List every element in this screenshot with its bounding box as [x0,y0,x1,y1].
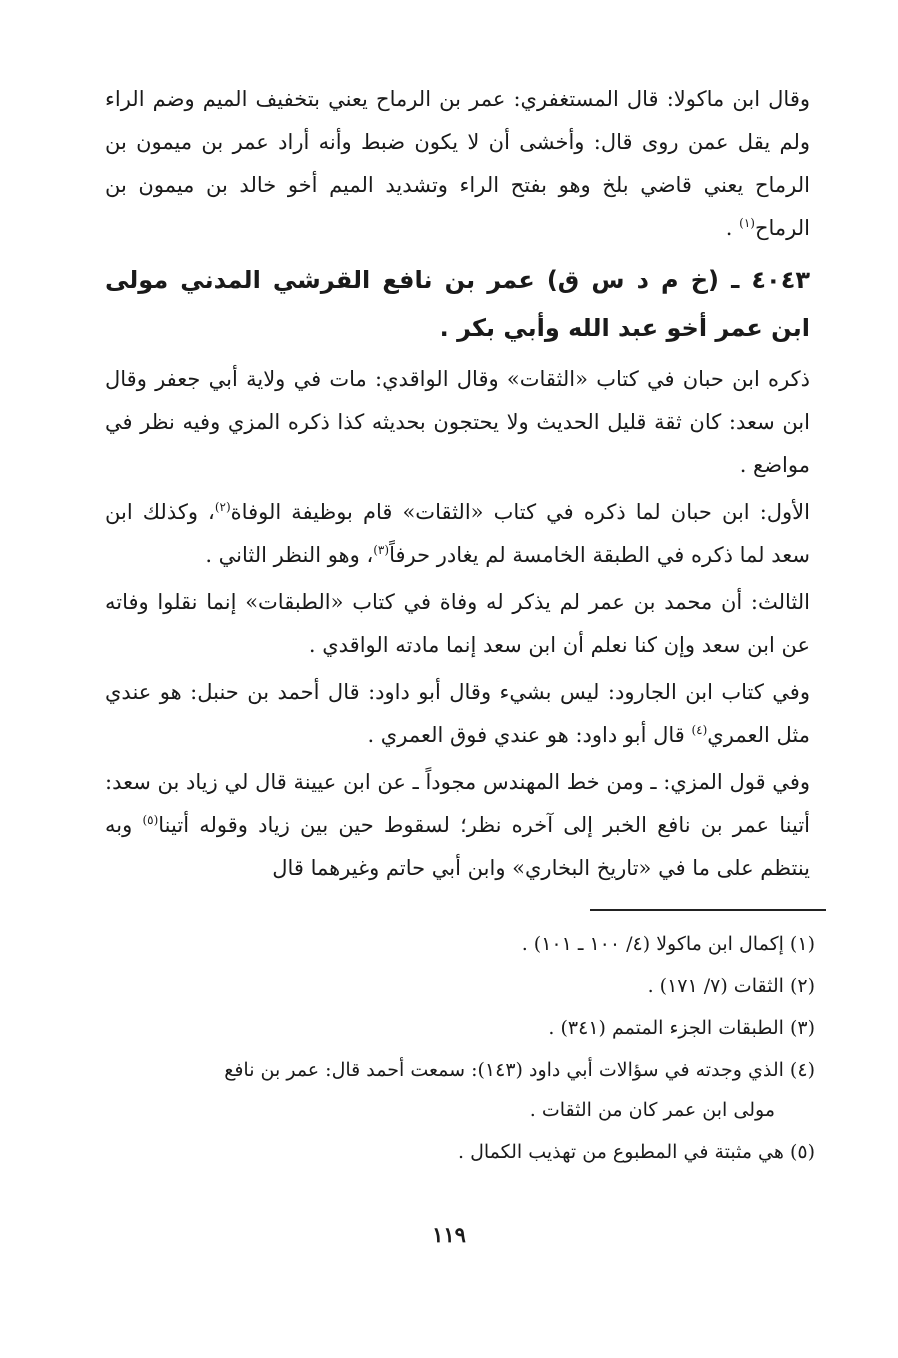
footnote-5: (٥) هي مثبتة في المطبوع من تهذيب الكمال . [457,1141,815,1163]
footnote-4 [105,1050,815,1130]
paragraph-first-point [105,491,810,577]
main-text [105,78,810,894]
footnote-4-line-1: (٤) الذي وجدته في سؤالات أبي داود (١٤٣): سمعت أحمد قال: عمر بن نافع [224,1059,815,1081]
footnote-4-line-2: مولى ابن عمر كان من الثقات . [529,1099,775,1121]
entry-heading: ٤٠٤٣ ـ (خ م د س ق) عمر بن نافع القرشي المدني مولى ابن عمر أخو عبد الله وأبي بكر . [105,266,810,342]
footnote-ref-1[interactable]: (١) [739,216,755,230]
paragraph-text: وفي كتاب ابن الجارود: ليس بشيء وقال أبو داود: قال أحمد بن حنبل: هو عندي مثل العمري [105,680,810,747]
footnote-1: (١) إكمال ابن ماكولا (٤/ ١٠٠ ـ ١٠١) . [521,933,815,955]
paragraph-text: ، وكذلك ابن سعد لما ذكره في الطبقة الخامسة لم يغادر حرفاً [105,500,810,567]
paragraph-text: الأول: ابن حبان لما ذكره في كتاب «الثقات» قام بوظيفة الوفاة [230,500,810,524]
paragraph-entry-intro [105,358,810,487]
paragraph-intro [105,78,810,250]
paragraph-jarud [105,671,810,757]
page-number: ١١٩ [432,1222,466,1247]
footnote-ref-4[interactable]: (٤) [691,723,708,737]
paragraph-third-point [105,581,810,667]
footnotes [105,924,815,1174]
paragraph-text: ذكره ابن حبان في كتاب «الثقات» وقال الواقدي: مات في ولاية أبي جعفر وقال ابن سعد: كان ثقة قليل الحديث ولا يحتجون بحديثه كذا ذكره المزي وفيه نظر في مواضع . [105,367,811,477]
footnote-ref-5[interactable]: (٥) [142,813,159,827]
paragraph-text: قال أبو داود: هو عندي فوق العمري . [367,723,692,747]
footnote-2: (٢) الثقات (٧/ ١٧١) . [647,975,815,997]
paragraph-text: ، وهو النظر الثاني . [205,543,374,567]
paragraph-text: وبه ينتظم على ما في «تاريخ البخاري» وابن أبي حاتم وغيرهما قال [105,813,810,880]
footnote-3: (٣) الطبقات الجزء المتمم (٣٤١) . [548,1017,815,1039]
paragraph-text: الثالث: أن محمد بن عمر لم يذكر له وفاة في كتاب «الطبقات» إنما نقلوا وفاته عن ابن سعد وإن كنا نعلم أن ابن سعد إنما مادته الواقدي . [105,590,810,657]
footnote-ref-2[interactable]: (٢) [214,500,231,514]
paragraph-text: وفي قول المزي: ـ ومن خط المهندس مجوداً ـ عن ابن عيينة قال لي زياد بن سعد: أتينا عمر بن نافع الخبر إلى آخره نظر؛ لسقوط حين بين زياد وقوله أتينا [105,770,811,837]
footnote-ref-3[interactable]: (٣) [373,543,390,557]
paragraph-mizzi [105,761,810,890]
paragraph-end: . [725,216,740,240]
footnote-divider [590,909,826,911]
paragraph-text: وقال ابن ماكولا: قال المستغفري: عمر بن الرماح يعني بتخفيف الميم وضم الراء ولم يقل عمن روى قال: وأخشى أن لا يكون ضبط وأنه أراد عمر بن ميمون بن الرماح يعني قاضي بلخ وهو بفتح الراء وتشديد الميم أخو خالد بن ميمون بن الرماح [105,87,810,240]
